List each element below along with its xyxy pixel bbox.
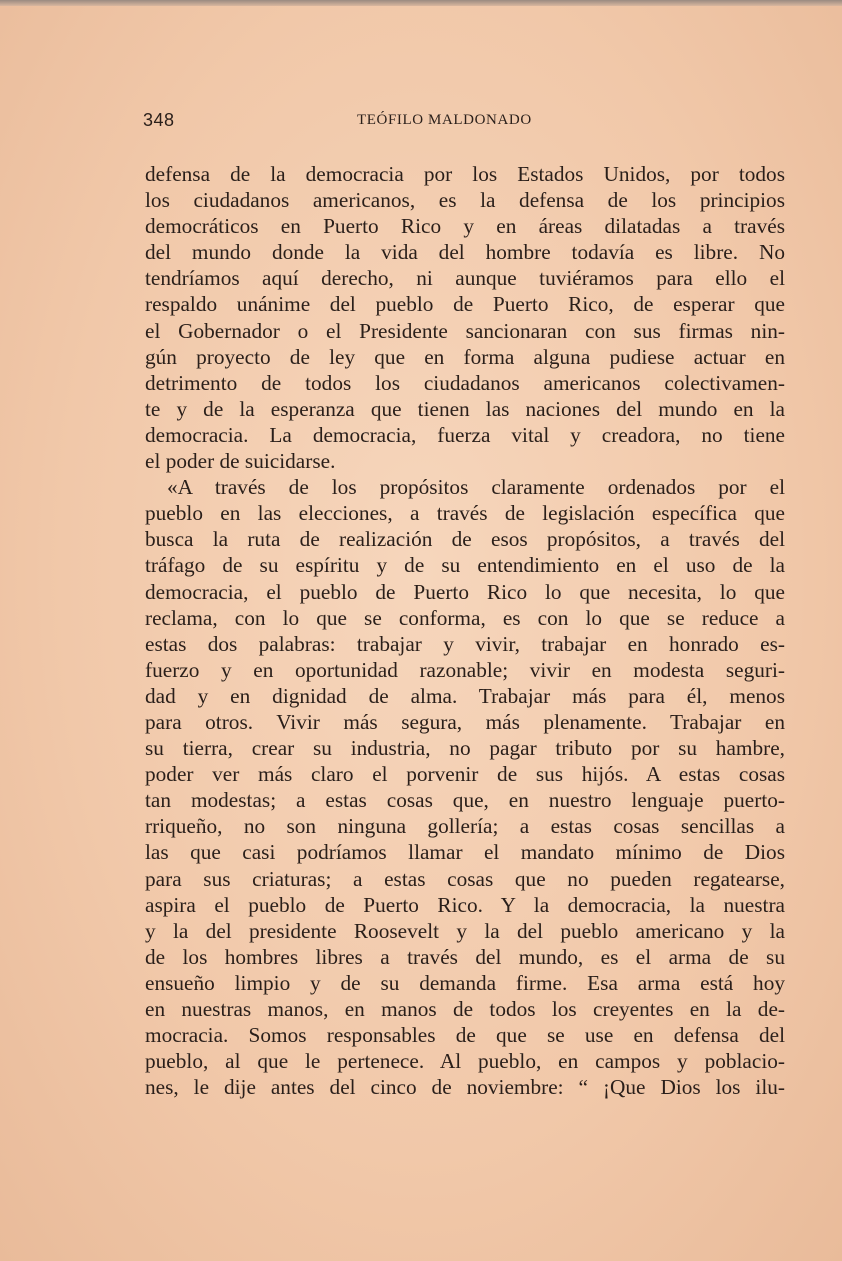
text-line: para otros. Vivir más segura, más plenamente. Trabajar en xyxy=(145,709,785,734)
text-line: en nuestras manos, en manos de todos los creyentes en la de- xyxy=(145,997,785,1021)
text-line: detrimento de todos los ciudadanos americanos colectivamen- xyxy=(145,370,785,395)
text-line: mocracia. Somos responsables de que se use en defensa del xyxy=(145,1023,785,1048)
text-line: gún proyecto de ley que en forma alguna pudiese actuar en xyxy=(145,344,785,369)
text-line: democráticos en Puerto Rico y en áreas dilatadas a través xyxy=(145,214,785,239)
text-line: aspira el pueblo de Puerto Rico. Y la democracia, la nuestra xyxy=(145,892,785,917)
text-line: fuerzo y en oportunidad razonable; vivir en modesta seguri- xyxy=(145,657,785,682)
paragraph-last-line: el poder de suicidarse. xyxy=(145,449,336,474)
text-line: tráfago de su espíritu y de su entendimiento en el uso de la xyxy=(145,553,785,578)
text-line: defensa de la democracia por los Estados Unidos, por todos xyxy=(145,162,785,186)
text-line: pueblo, al que le pertenece. Al pueblo, en campos y poblacio- xyxy=(145,1049,785,1074)
text-line: respaldo unánime del pueblo de Puerto Rico, de esperar que xyxy=(145,292,785,317)
text-line: del mundo donde la vida del hombre todavía es libre. No xyxy=(145,240,785,265)
body-text xyxy=(145,161,785,1100)
text-line: democracia, el pueblo de Puerto Rico lo que necesita, lo que xyxy=(145,579,785,604)
page-top-edge xyxy=(0,0,842,6)
text-line: ensueño limpio y de su demanda firme. Esa arma está hoy xyxy=(145,970,785,995)
text-line: te y de la esperanza que tienen las naciones del mundo en la xyxy=(145,396,785,421)
text-line: reclama, con lo que se conforma, es con lo que se reduce a xyxy=(145,605,785,630)
text-line: para sus criaturas; a estas cosas que no pueden regatearse, xyxy=(145,866,785,891)
text-line: rriqueño, no son ninguna gollería; a estas cosas sencillas a xyxy=(145,814,785,839)
text-line: poder ver más claro el porvenir de sus hijós. A estas cosas xyxy=(145,762,785,787)
text-line: democracia. La democracia, fuerza vital y creadora, no tiene xyxy=(145,422,785,447)
text-line: tan modestas; a estas cosas que, en nuestro lenguaje puerto- xyxy=(145,788,785,813)
text-line: y la del presidente Roosevelt y la del pueblo americano y la xyxy=(145,918,785,943)
paragraph-first-line: «A través de los propósitos claramente ordenados por el xyxy=(167,475,785,500)
text-line: su tierra, crear su industria, no pagar tributo por su hambre, xyxy=(145,736,785,761)
page-number: 348 xyxy=(143,110,175,130)
text-line: nes, le dije antes del cinco de noviembre: “ ¡Que Dios los ilu- xyxy=(145,1075,785,1100)
page-header xyxy=(143,110,783,134)
text-line: pueblo en las elecciones, a través de legislación específica que xyxy=(145,501,785,526)
text-line: busca la ruta de realización de esos propósitos, a través del xyxy=(145,527,785,552)
text-line: dad y en dignidad de alma. Trabajar más para él, menos xyxy=(145,683,785,708)
text-line: el Gobernador o el Presidente sancionaran con sus firmas nin- xyxy=(145,318,785,343)
text-line: estas dos palabras: trabajar y vivir, trabajar en honrado es- xyxy=(145,631,785,656)
text-line: tendríamos aquí derecho, ni aunque tuviéramos para ello el xyxy=(145,266,785,291)
text-line: las que casi podríamos llamar el mandato mínimo de Dios xyxy=(145,840,785,865)
text-line: los ciudadanos americanos, es la defensa de los principios xyxy=(145,188,785,213)
running-title: TEÓFILO MALDONADO xyxy=(357,112,532,128)
text-line: de los hombres libres a través del mundo, es el arma de su xyxy=(145,944,785,969)
